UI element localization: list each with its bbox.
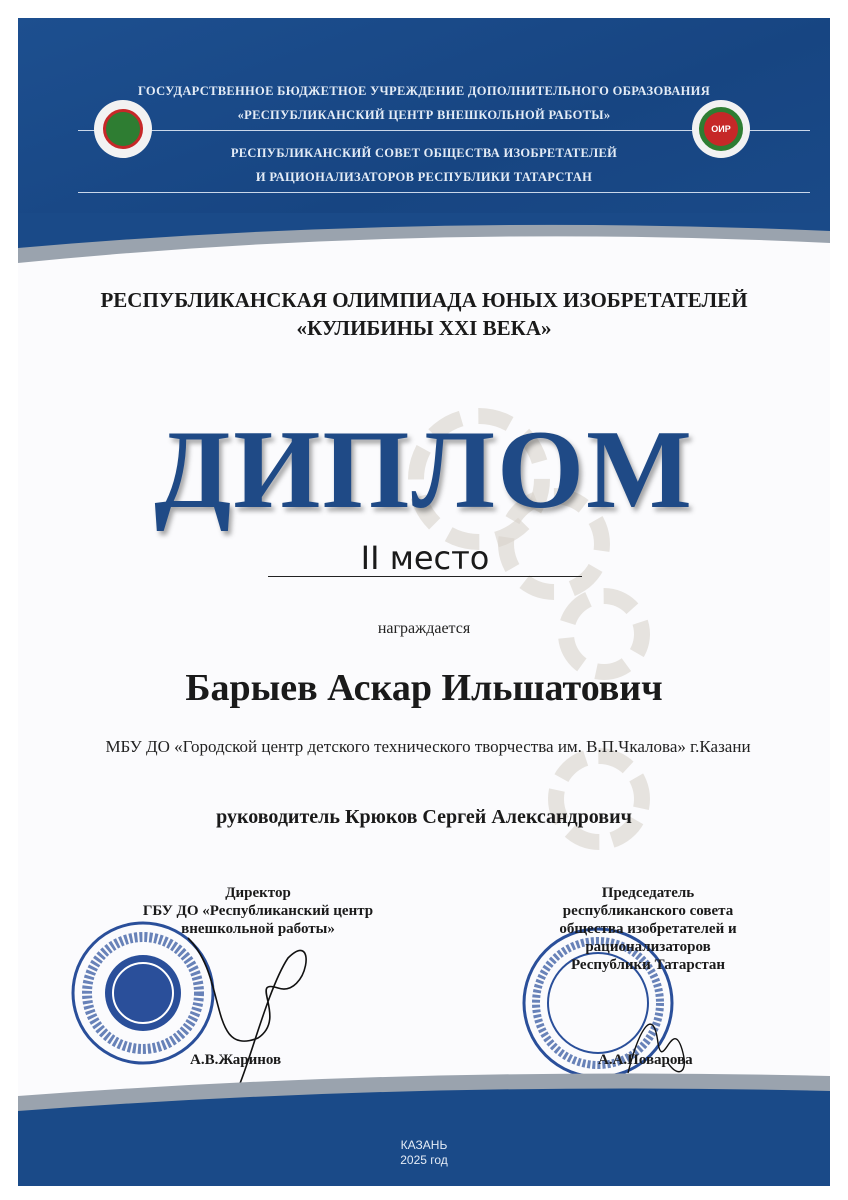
footer-year: 2025 год: [400, 1153, 448, 1167]
left-signatory-name: А.В.Жаринов: [190, 1052, 282, 1068]
title-line: ГБУ ДО «Республиканский центр: [142, 903, 374, 919]
diploma-title: ДИПЛОМ: [154, 408, 694, 532]
recipient-name: Барыев Аскар Ильшатович: [185, 667, 663, 709]
right-signatory-name: А.А.Поварова: [598, 1052, 693, 1068]
header-banner: [18, 18, 830, 233]
footer-city: КАЗАНЬ: [400, 1138, 448, 1152]
title-line: общества изобретателей и: [559, 921, 737, 937]
divider: [78, 192, 810, 193]
right-signatory-title: [518, 884, 778, 974]
place-handwritten: II место: [268, 540, 582, 577]
header-line-3: РЕСПУБЛИКАНСКИЙ СОВЕТ ОБЩЕСТВА ИЗОБРЕТАТЕЛЕЙ: [230, 146, 618, 160]
header-line-2: «РЕСПУБЛИКАНСКИЙ ЦЕНТР ВНЕШКОЛЬНОЙ РАБОТЫ»: [237, 108, 611, 122]
olympiad-title-line: РЕСПУБЛИКАНСКАЯ ОЛИМПИАДА ЮНЫХ ИЗОБРЕТАТЕЛЕЙ: [100, 288, 748, 312]
title-line: Республики Татарстан: [570, 957, 726, 973]
oir-logo-text: ОИР: [699, 107, 743, 151]
title-line: Директор: [225, 885, 291, 901]
awarded-label: награждается: [377, 620, 471, 637]
left-signatory-title: [128, 884, 388, 938]
header-wave: [18, 213, 830, 273]
leader: руководитель Крюков Сергей Александрович: [216, 806, 632, 828]
header-line-4: И РАЦИОНАЛИЗАТОРОВ РЕСПУБЛИКИ ТАТАРСТАН: [255, 170, 593, 184]
gear-decoration: [548, 748, 650, 850]
oir-logo: [692, 100, 750, 158]
title-line: республиканского совета: [562, 903, 734, 919]
title-line: Председатель: [601, 885, 695, 901]
footer-banner: [18, 1066, 830, 1186]
organization: МБУ ДО «Городской центр детского технического творчества им. В.П.Чкалова» г.Казани: [105, 737, 751, 756]
center-logo: [94, 100, 152, 158]
emblem-icon: [103, 109, 143, 149]
diploma-page: [18, 18, 830, 1186]
footer-place: [18, 1138, 830, 1168]
olympiad-title: [18, 286, 830, 342]
olympiad-subtitle: «КУЛИБИНЫ XXI ВЕКА»: [296, 316, 552, 340]
title-line: рационализаторов: [585, 939, 711, 955]
header-line-1: ГОСУДАРСТВЕННОЕ БЮДЖЕТНОЕ УЧРЕЖДЕНИЕ ДОПОЛНИТЕЛЬНОГО ОБРАЗОВАНИЯ: [137, 84, 711, 98]
title-line: внешкольной работы»: [181, 921, 335, 937]
